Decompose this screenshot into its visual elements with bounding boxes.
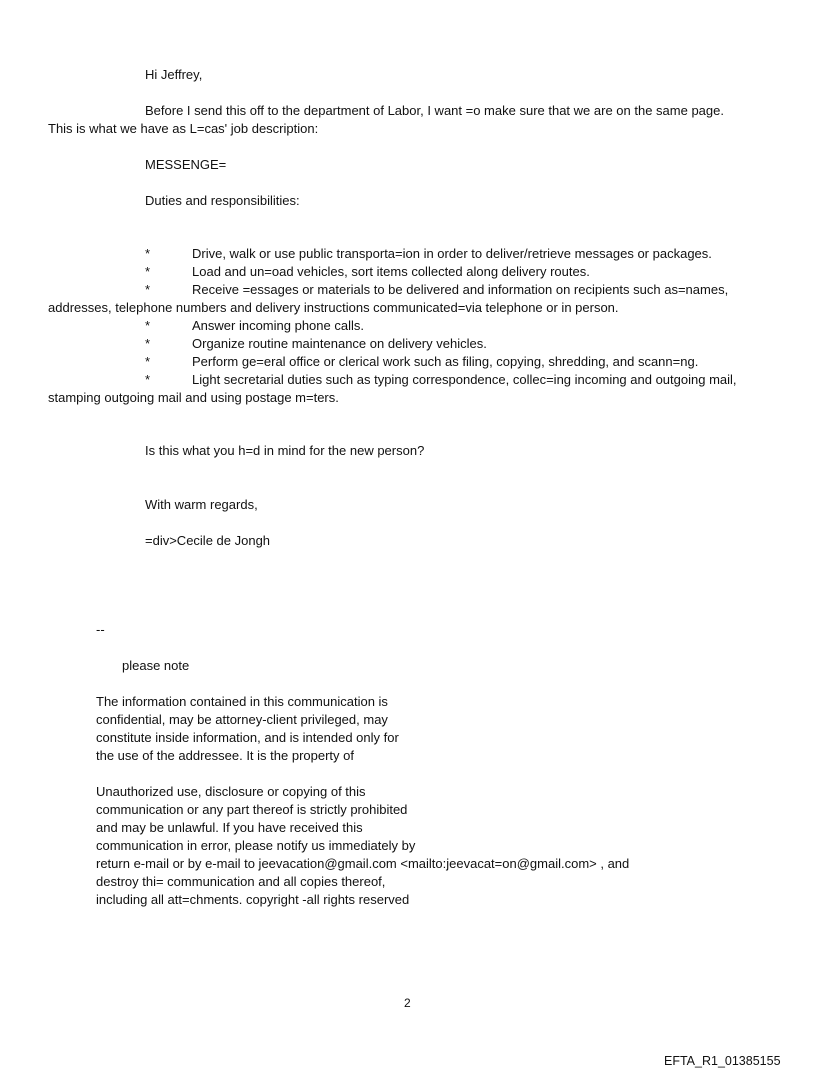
disclaimer-line: communication or any part thereof is strictly prohibited bbox=[96, 802, 408, 817]
disclaimer-line: communication in error, please notify us immediately by bbox=[96, 838, 416, 853]
disclaimer-line: destroy thi= communication and all copies thereof, bbox=[96, 874, 386, 889]
duty-item: Light secretarial duties such as typing correspondence, collec=ing incoming and outgoing mail, bbox=[192, 372, 737, 387]
section-heading: Duties and responsibilities: bbox=[145, 193, 300, 208]
question: Is this what you h=d in mind for the new person? bbox=[145, 443, 425, 458]
bullet-marker: * bbox=[145, 318, 151, 333]
signature: =div>Cecile de Jongh bbox=[145, 533, 271, 548]
duty-item: Drive, walk or use public transporta=ion in order to deliver/retrieve messages or packages. bbox=[192, 246, 712, 261]
intro-line-2: This is what we have as L=cas' job description: bbox=[48, 121, 319, 136]
disclaimer-line: The information contained in this communication is bbox=[96, 694, 388, 709]
job-title: MESSENGE= bbox=[145, 157, 227, 172]
bullet-marker: * bbox=[145, 264, 151, 279]
document-id: EFTA_R1_01385155 bbox=[664, 1054, 781, 1068]
duty-item: Answer incoming phone calls. bbox=[192, 318, 364, 333]
disclaimer-line: including all att=chments. copyright -all rights reserved bbox=[96, 892, 410, 907]
duty-item: Organize routine maintenance on delivery vehicles. bbox=[192, 336, 487, 351]
disclaimer-line: confidential, may be attorney-client privileged, may bbox=[96, 712, 388, 727]
duty-item: Load and un=oad vehicles, sort items collected along delivery routes. bbox=[192, 264, 590, 279]
bullet-marker: * bbox=[145, 282, 151, 297]
duty-item-continuation: addresses, telephone numbers and delivery instructions communicated=via telephone or in person. bbox=[48, 300, 619, 315]
disclaimer-line: and may be unlawful. If you have received this bbox=[96, 820, 363, 835]
page-number: 2 bbox=[404, 996, 411, 1010]
disclaimer-line: return e-mail or by e-mail to jeevacation@gmail.com <mailto:jeevacat=on@gmail.com> , and bbox=[96, 856, 630, 871]
disclaimer-line: constitute inside information, and is intended only for bbox=[96, 730, 399, 745]
disclaimer-heading: please note bbox=[122, 658, 190, 673]
bullet-marker: * bbox=[145, 354, 151, 369]
duty-item-continuation: stamping outgoing mail and using postage m=ters. bbox=[48, 390, 339, 405]
disclaimer-line: Unauthorized use, disclosure or copying of this bbox=[96, 784, 366, 799]
closing: With warm regards, bbox=[145, 497, 258, 512]
duty-item: Receive =essages or materials to be delivered and information on recipients such as=names, bbox=[192, 282, 729, 297]
bullet-marker: * bbox=[145, 372, 151, 387]
duty-item: Perform ge=eral office or clerical work such as filing, copying, shredding, and scann=ng. bbox=[192, 354, 699, 369]
greeting: Hi Jeffrey, bbox=[145, 67, 203, 82]
intro-line-1: Before I send this off to the department of Labor, I want =o make sure that we are on the same page. bbox=[145, 103, 724, 118]
bullet-marker: * bbox=[145, 336, 151, 351]
separator: -- bbox=[96, 622, 105, 637]
disclaimer-line: the use of the addressee. It is the property of bbox=[96, 748, 354, 763]
bullet-marker: * bbox=[145, 246, 151, 261]
